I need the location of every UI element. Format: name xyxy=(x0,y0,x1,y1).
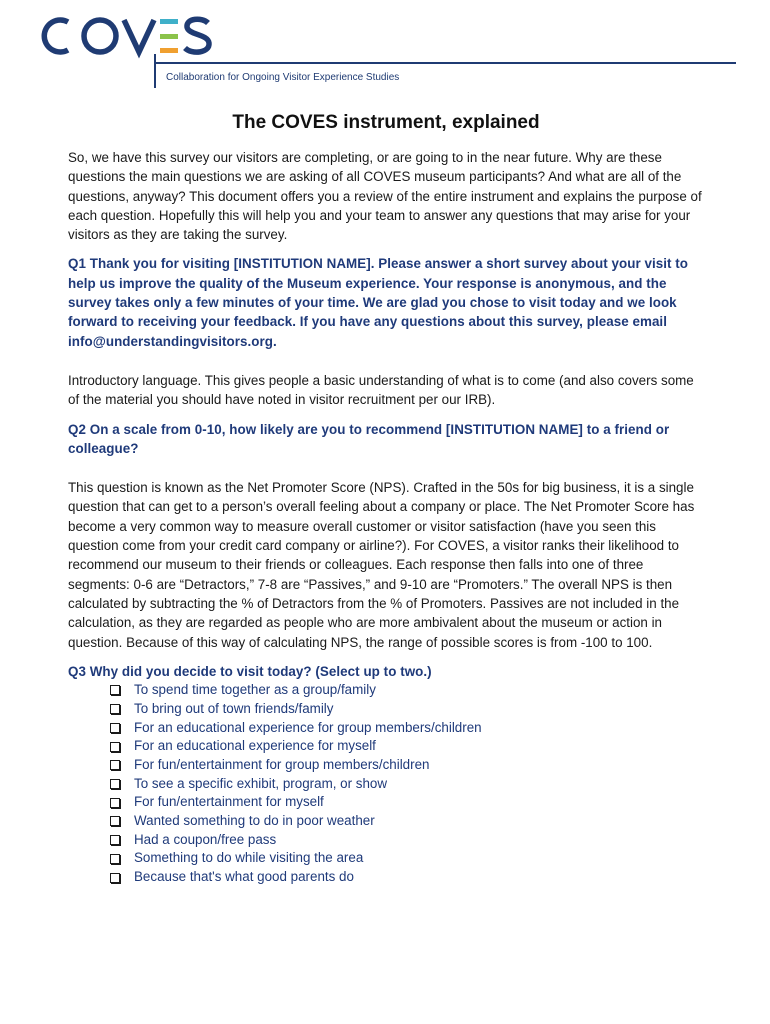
intro-paragraph: So, we have this survey our visitors are completing, or are going to in the near future. Why are these questions the main questions we are asking of all COVES museum participants? And what are all of the questions, anyway? This document offers you a review of the entire instrument and explains the purpose of each question. Hopefully this will help you and your team to answer any questions that may arise for your visitors as they are taking the survey. xyxy=(68,150,702,243)
q2-question: Q2 On a scale from 0-10, how likely are you to recommend [INSTITUTION NAME] to a friend or colleague? xyxy=(68,421,670,456)
q3-options-list xyxy=(68,681,704,887)
list-item xyxy=(110,849,704,868)
list-item xyxy=(110,719,704,738)
checkbox-icon xyxy=(110,779,120,789)
coves-logo xyxy=(30,10,770,92)
option-label: For an educational experience for group members/children xyxy=(134,719,482,735)
list-item xyxy=(110,793,704,812)
q3-question: Q3 Why did you decide to visit today? (Select up to two.) xyxy=(68,663,432,679)
checkbox-icon xyxy=(110,816,120,826)
list-item xyxy=(110,812,704,831)
option-label: Something to do while visiting the area xyxy=(134,850,364,866)
option-label: For fun/entertainment for myself xyxy=(134,794,324,810)
list-item xyxy=(110,681,704,700)
list-item xyxy=(110,756,704,775)
document-title: The COVES instrument, explained xyxy=(232,112,540,133)
option-label: Wanted something to do in poor weather xyxy=(134,813,375,829)
checkbox-icon xyxy=(110,873,120,883)
q1-question: Q1 Thank you for visiting [INSTITUTION NAME]. Please answer a short survey about your visit to help us improve the quality of the Museum experience. Your response is anonymous, and the survey takes only a few minutes of your time. We are glad you chose to visit today and we look forward to receiving your feedback. If you have any questions about this survey, please email info@understandingvisitors.org. xyxy=(68,256,689,349)
option-label: Because that's what good parents do xyxy=(134,869,354,885)
checkbox-icon xyxy=(110,685,120,695)
option-label: Had a coupon/free pass xyxy=(134,831,277,847)
tagline: Collaboration for Ongoing Visitor Experience Studies xyxy=(166,72,400,83)
list-item xyxy=(110,700,704,719)
list-item xyxy=(110,775,704,794)
q2-explanation: This question is known as the Net Promoter Score (NPS). Crafted in the 50s for big business, it is a single question that can get to a person’s overall feeling about a company or place. The Net Promoter Score has become a very common way to measure overall customer or visitor satisfaction (have you seen this question come from your credit card company or airline?). For COVES, a visitor ranks their likelihood to recommend our museum to their friends or colleagues. Each response then falls into one of three segments: 0-6 are “Detractors,” 7-8 are “Passives,” and 9-10 are “Promoters.” The overall NPS is then calculated by subtracting the % of Detractors from the % of Promoters. Passives are not included in the calculation, as they are regarded as people who are more ambivalent about the museum or action in question. Because of this way of calculating NPS, the range of possible scores is from -100 to 100. xyxy=(68,480,695,650)
checkbox-icon xyxy=(110,798,120,808)
checkbox-icon xyxy=(110,760,120,770)
list-item xyxy=(110,737,704,756)
checkbox-icon xyxy=(110,835,120,845)
option-label: To see a specific exhibit, program, or show xyxy=(134,775,388,791)
checkbox-icon xyxy=(110,723,120,733)
option-label: For fun/entertainment for group members/children xyxy=(134,756,430,772)
checkbox-icon xyxy=(110,854,120,864)
checkbox-icon xyxy=(110,704,120,714)
header xyxy=(0,0,770,96)
option-label: To bring out of town friends/family xyxy=(134,700,334,716)
list-item xyxy=(110,868,704,887)
list-item xyxy=(110,831,704,850)
option-label: To spend time together as a group/family xyxy=(134,682,376,698)
option-label: For an educational experience for myself xyxy=(134,738,376,754)
q1-explanation: Introductory language. This gives people a basic understanding of what is to come (and also covers some of the material you should have noted in visitor recruitment per our IRB). xyxy=(68,372,694,408)
document-body xyxy=(68,112,704,887)
checkbox-icon xyxy=(110,742,120,752)
